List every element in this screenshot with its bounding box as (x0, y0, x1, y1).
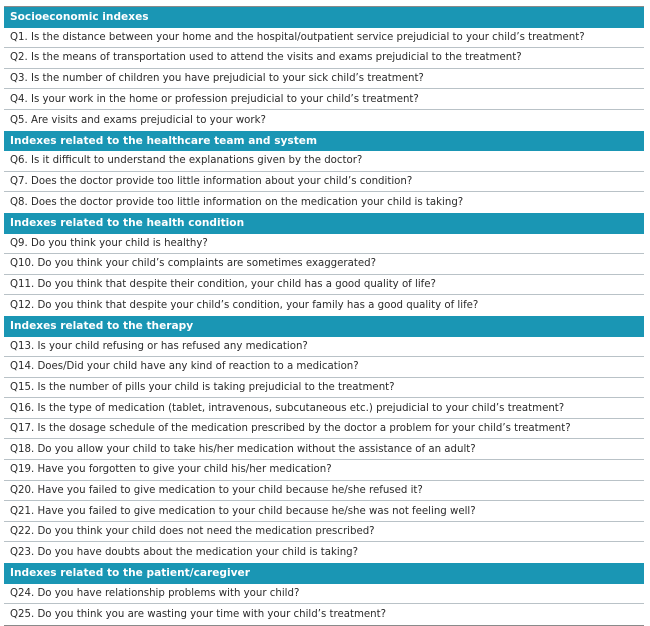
question-row-q23: Q23. Do you have doubts about the medication your child is taking? (10, 547, 359, 559)
question-row-q6: Q6. Is it difficult to understand the explanations given by the doctor? (4, 151, 644, 172)
question-row-q12: Q12. Do you think that despite your child’s condition, your family has a good quality of life? (10, 300, 479, 312)
question-row-q9: Q9. Do you think your child is healthy? (4, 234, 644, 255)
section-header-healthcare-team: Indexes related to the healthcare team and system (4, 131, 644, 152)
question-row-q17: Q17. Is the dosage schedule of the medication prescribed by the doctor a problem for your child’s treatment? (4, 419, 644, 440)
question-row-q11: Q11. Do you think that despite their condition, your child has a good quality of life? (4, 275, 644, 296)
question-row-q25: Q25. Do you think you are wasting your time with your child’s treatment? (10, 609, 387, 621)
question-row-q20: Q20. Have you failed to give medication to your child because he/she refused it? (4, 481, 644, 502)
question-row-q18: Q18. Do you allow your child to take his/her medication without the assistance of an adult? (4, 439, 644, 460)
section-header-socioeconomic: Socioeconomic indexes (4, 7, 644, 28)
question-row-q10: Q10. Do you think your child’s complaints are sometimes exaggerated? (4, 254, 644, 275)
question-row-q16: Q16. Is the type of medication (tablet, intravenous, subcutaneous etc.) prejudicial to your child’s treatment? (4, 398, 644, 419)
section-header-therapy: Indexes related to the therapy (4, 316, 644, 337)
question-row-q2: Q2. Is the means of transportation used to attend the visits and exams prejudicial to the treatment? (4, 48, 644, 69)
question-row-q8: Q8. Does the doctor provide too little information on the medication your child is taking? (10, 197, 464, 209)
question-row-q15: Q15. Is the number of pills your child is taking prejudicial to the treatment? (4, 378, 644, 399)
question-row-q4: Q4. Is your work in the home or profession prejudicial to your child’s treatment? (4, 89, 644, 110)
question-row-q19: Q19. Have you forgotten to give your child his/her medication? (4, 460, 644, 481)
question-row-q13: Q13. Is your child refusing or has refused any medication? (4, 337, 644, 358)
question-row-q1: Q1. Is the distance between your home and the hospital/outpatient service prejudicial to your child’s treatment? (4, 28, 644, 49)
question-row-q24: Q24. Do you have relationship problems with your child? (4, 584, 644, 605)
question-row-q7: Q7. Does the doctor provide too little information about your child’s condition? (4, 172, 644, 193)
question-row-q14: Q14. Does/Did your child have any kind of reaction to a medication? (4, 357, 644, 378)
questionnaire-table (4, 6, 644, 626)
section-header-patient-caregiver: Indexes related to the patient/caregiver (4, 563, 644, 584)
question-row-q21: Q21. Have you failed to give medication to your child because he/she was not feeling well? (4, 501, 644, 522)
section-header-health-condition: Indexes related to the health condition (4, 213, 644, 234)
question-row-q22: Q22. Do you think your child does not need the medication prescribed? (4, 522, 644, 543)
question-row-q5: Q5. Are visits and exams prejudicial to your work? (10, 114, 266, 126)
question-row-q3: Q3. Is the number of children you have prejudicial to your sick child’s treatment? (4, 69, 644, 90)
